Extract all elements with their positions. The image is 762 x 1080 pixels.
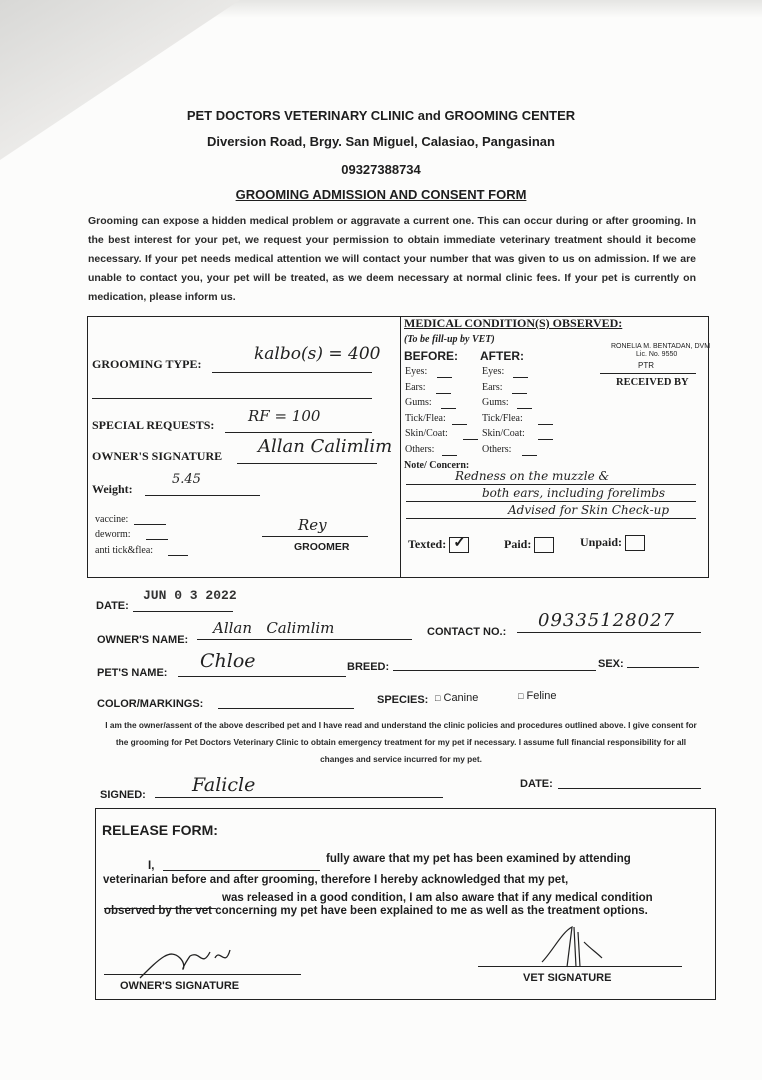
clinic-address: Diversion Road, Brgy. San Miguel, Calasiao, Pangasinan xyxy=(207,134,555,149)
note-text-1[interactable]: Redness on the muzzle & xyxy=(455,469,610,483)
received-by-line xyxy=(600,373,696,374)
sex-line xyxy=(627,667,699,668)
after-item: Tick/Flea: xyxy=(482,412,523,424)
note-line-1 xyxy=(406,484,696,485)
release-line4: observed by the vet concerning my pet have been explained to me as well as the treatment options. xyxy=(104,905,648,917)
vet-release-label: VET SIGNATURE xyxy=(523,972,612,984)
form-title: GROOMING ADMISSION AND CONSENT FORM xyxy=(235,187,527,202)
groomer-line xyxy=(262,536,368,537)
received-by-label: RECEIVED BY xyxy=(616,377,689,388)
owner-name-value[interactable]: Allan Calimlim xyxy=(213,619,335,637)
before-item-line[interactable] xyxy=(442,455,457,456)
before-item-line[interactable] xyxy=(436,393,451,394)
unpaid-label xyxy=(580,535,645,551)
release-line2: veterinarian before and after grooming, therefore I hereby acknowledged that my pet, xyxy=(103,874,569,886)
deworm-line xyxy=(146,539,168,540)
note-text-3[interactable]: Advised for Skin Check-up xyxy=(508,503,670,517)
note-line-3 xyxy=(406,518,696,519)
contact-line xyxy=(517,632,701,633)
before-item: Gums: xyxy=(405,397,432,408)
owner-name-line xyxy=(197,639,412,640)
texted-check-mark: ✓ xyxy=(453,535,466,552)
intro-paragraph: Grooming can expose a hidden medical problem or aggravate a current one. This can occur during or after grooming. In the best interest for your pet, we request your permission to obtain immediate veterinary treatment should it become necessary. If your pet needs medical attention we will contact your number that was given to us on admission. If we are unable to contact you, your pet will be treated, as we deem necessary at normal clinic fees. If your pet is currently on medication, please inform us. xyxy=(88,215,696,303)
note-label: Note/ Concern: xyxy=(404,460,470,471)
groomer-label: GROOMER xyxy=(294,541,350,553)
paid-label xyxy=(504,537,554,553)
owner-signature-value[interactable]: Allan Calimlim xyxy=(258,436,393,457)
before-label: BEFORE: xyxy=(404,349,458,363)
clinic-phone: 09327388734 xyxy=(341,162,421,177)
texted-label-text: Texted: xyxy=(408,537,447,551)
unpaid-label-text: Unpaid: xyxy=(580,535,623,549)
texted-label xyxy=(408,537,469,553)
pet-name-value[interactable]: Chloe xyxy=(200,650,256,672)
contact-value[interactable]: 09335128027 xyxy=(538,610,675,631)
release-line1-b: fully aware that my pet has been examined by attending xyxy=(326,853,631,865)
vaccine-line xyxy=(134,524,166,525)
before-item-line[interactable] xyxy=(463,439,478,440)
special-requests-value[interactable]: RF = 100 xyxy=(248,407,321,425)
species-label: SPECIES: xyxy=(377,694,429,706)
vaccine-label: vaccine: xyxy=(95,514,129,525)
pet-name-line xyxy=(178,676,346,677)
special-requests-label: SPECIAL REQUESTS: xyxy=(92,418,215,432)
before-item: Tick/Flea: xyxy=(405,412,446,424)
vet-stamp-lic: Lic. No. 9550 xyxy=(636,351,678,358)
unpaid-checkbox[interactable] xyxy=(625,535,645,551)
after-item-line[interactable] xyxy=(512,393,527,394)
before-item: Ears: xyxy=(405,381,426,393)
after-item: Others: xyxy=(482,443,512,455)
signed-date-line xyxy=(558,788,701,789)
after-label: AFTER: xyxy=(480,349,524,363)
owner-signature-line xyxy=(237,463,377,464)
grooming-type-line-2 xyxy=(92,398,372,399)
after-item: Eyes: xyxy=(482,366,505,377)
after-item-line[interactable] xyxy=(517,408,532,409)
owner-name-label: OWNER'S NAME: xyxy=(97,634,189,646)
breed-label: BREED: xyxy=(347,661,390,673)
owner-release-label: OWNER'S SIGNATURE xyxy=(120,980,240,992)
weight-label: Weight: xyxy=(92,482,133,496)
canine-checkbox-icon: □ xyxy=(435,693,441,703)
grooming-type-label: GROOMING TYPE: xyxy=(92,357,202,371)
color-line xyxy=(218,708,354,709)
canine-label: Canine xyxy=(443,692,479,704)
grooming-type-value[interactable]: kalbo(s) = 400 xyxy=(254,344,381,364)
vet-release-signature xyxy=(532,922,612,977)
before-item-line[interactable] xyxy=(452,424,467,425)
after-item-line[interactable] xyxy=(522,455,537,456)
after-item-line[interactable] xyxy=(538,439,553,440)
after-item: Gums: xyxy=(482,397,509,408)
medical-subtitle: (To be fill-up by VET) xyxy=(404,334,495,345)
sex-label: SEX: xyxy=(598,658,624,670)
color-label: COLOR/MARKINGS: xyxy=(97,698,204,710)
signed-date-label: DATE: xyxy=(520,778,553,790)
clinic-name: PET DOCTORS VETERINARY CLINIC and GROOMING CENTER xyxy=(186,108,576,123)
after-item-line[interactable] xyxy=(538,424,553,425)
release-name-line xyxy=(163,870,320,871)
species-option-feline[interactable] xyxy=(518,690,556,702)
date-line xyxy=(133,611,233,612)
before-item: Eyes: xyxy=(405,366,428,377)
paid-checkbox[interactable] xyxy=(534,537,554,553)
after-item: Ears: xyxy=(482,381,503,393)
grooming-type-line xyxy=(212,372,372,373)
weight-value[interactable]: 5.45 xyxy=(172,472,201,487)
special-requests-line xyxy=(225,432,372,433)
feline-label: Feline xyxy=(526,690,557,702)
contact-label: CONTACT NO.: xyxy=(427,626,507,638)
admission-box-divider xyxy=(400,316,401,578)
signed-line xyxy=(155,797,443,798)
antitick-line xyxy=(168,555,188,556)
before-item: Skin/Coat: xyxy=(405,428,448,439)
pet-name-label: PET'S NAME: xyxy=(97,667,168,679)
vet-stamp-ptr: PTR xyxy=(638,361,654,370)
species-option-canine[interactable] xyxy=(435,692,478,704)
antitick-label: anti tick&flea: xyxy=(95,545,154,556)
vet-release-line xyxy=(478,966,682,967)
after-item-line[interactable] xyxy=(513,377,528,378)
groomer-name[interactable]: Rey xyxy=(298,516,327,534)
consent-paragraph: I am the owner/assent of the above described pet and I have read and understand the clinic policies and procedures outlined above. I give consent for the grooming for Pet Doctors Veterinary Clinic to obtain emergency treatment for my pet if necessary. I assume full financial responsibility for all changes and service incurred for my pet. xyxy=(105,720,697,764)
vet-stamp-name: RONELIA M. BENTADAN, DVM xyxy=(611,343,711,350)
deworm-label: deworm: xyxy=(95,529,131,540)
date-stamp[interactable]: JUN 0 3 2022 xyxy=(143,588,237,603)
date-label: DATE: xyxy=(96,600,129,612)
signed-label: SIGNED: xyxy=(100,789,146,801)
after-item: Skin/Coat: xyxy=(482,428,525,439)
breed-line xyxy=(393,670,596,671)
paid-label-text: Paid: xyxy=(504,537,532,551)
medical-title: MEDICAL CONDITION(S) OBSERVED: xyxy=(404,316,623,330)
texted-checkbox[interactable] xyxy=(449,537,469,553)
release-line3: was released in a good condition, I am also aware that if any medical condition xyxy=(222,892,653,904)
before-item-line[interactable] xyxy=(437,377,452,378)
owner-signature-label: OWNER'S SIGNATURE xyxy=(92,449,223,463)
weight-line xyxy=(145,495,260,496)
signed-signature[interactable]: Falicle xyxy=(192,774,256,796)
before-item: Others: xyxy=(405,443,435,455)
release-line1-a: I, xyxy=(148,860,155,872)
owner-release-line xyxy=(104,974,301,975)
release-title: RELEASE FORM: xyxy=(102,822,218,838)
note-line-2 xyxy=(406,501,696,502)
before-item-line[interactable] xyxy=(441,408,456,409)
note-text-2[interactable]: both ears, including forelimbs xyxy=(482,486,666,500)
feline-checkbox-icon: □ xyxy=(518,691,524,701)
